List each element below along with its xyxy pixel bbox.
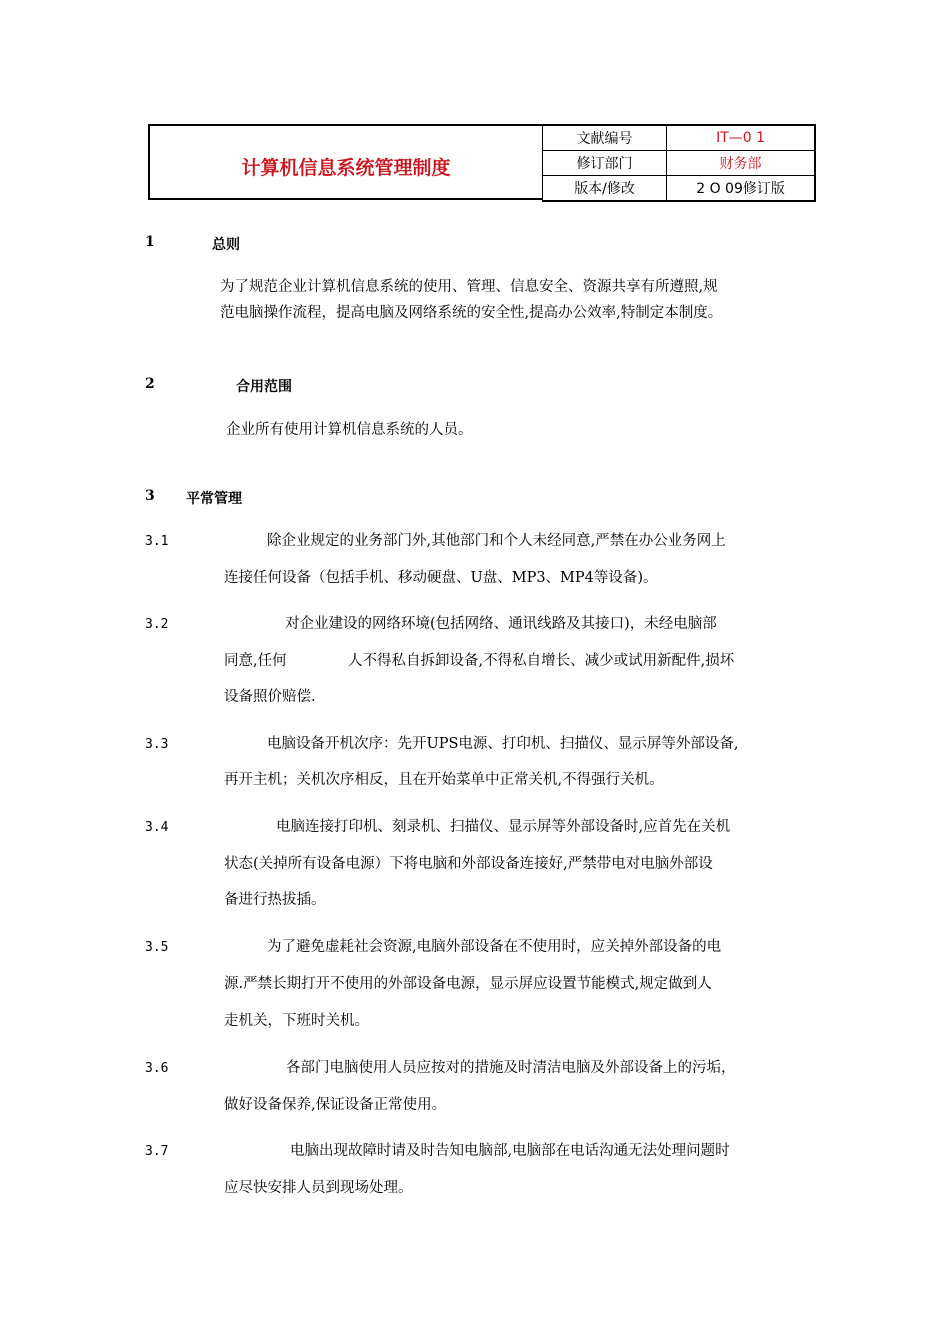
paragraph-line: 应尽快安排人员到现场处理。 [224, 1180, 413, 1196]
info-row-department [543, 151, 816, 176]
paragraph-line: 再开主机；关机次序相反，且在开始菜单中正常关机,不得强行关机。 [224, 772, 664, 788]
paragraph-line: 为了避免虚耗社会资源,电脑外部设备在不使用时，应关掉外部设备的电 [267, 939, 722, 955]
paragraph-line: 备进行热拔插。 [224, 892, 326, 908]
item-number: 3.6 [145, 1061, 169, 1076]
section-title: 总则 [212, 237, 240, 253]
paragraph-line: 状态(关掉所有设备电源）下将电脑和外部设备连接好,严禁带电对电脑外部设 [224, 856, 713, 872]
paragraph-line: 对企业建设的网络环境(包括网络、通讯线路及其接口)，未经电脑部 [285, 616, 717, 632]
section-number: 2 [145, 376, 155, 392]
section-title: 平常管理 [186, 491, 242, 507]
section-number: 3 [145, 488, 155, 504]
item-number: 3.2 [145, 617, 169, 632]
info-label: 文献编号 [543, 125, 667, 151]
info-label: 修订部门 [543, 151, 667, 176]
paragraph-line: 为了规范企业计算机信息系统的使用、管理、信息安全、资源共享有所遵照,规 [220, 279, 718, 295]
paragraph-line: 范电脑操作流程，提高电脑及网络系统的安全性,提高办公效率,特制定本制度。 [220, 305, 723, 321]
paragraph-line: 做好设备保养,保证设备正常使用。 [224, 1097, 447, 1113]
paragraph-line: 源.严禁长期打开不使用的外部设备电源，显示屏应设置节能模式,规定做到人 [224, 976, 712, 992]
paragraph-line: 电脑连接打印机、刻录机、扫描仪、显示屏等外部设备时,应首先在关机 [276, 819, 731, 835]
item-number: 3.4 [145, 820, 169, 835]
paragraph-line: 企业所有使用计算机信息系统的人员。 [226, 422, 473, 438]
document-header [148, 124, 816, 202]
paragraph-line: 走机关，下班时关机。 [224, 1013, 369, 1029]
paragraph-line: 电脑出现故障时请及时告知电脑部,电脑部在电话沟通无法处理问题时 [290, 1143, 730, 1159]
info-label: 版本/修改 [543, 176, 667, 202]
item-number: 3.3 [145, 737, 169, 752]
info-row-doc-number [543, 125, 816, 151]
paragraph-line: 连接任何设备（包括手机、移动硬盘、U盘、MP3、MP4等设备)。 [224, 570, 658, 586]
title-cell [148, 124, 542, 200]
info-row-version [543, 176, 816, 202]
paragraph-line: 电脑设备开机次序：先开UPS电源、打印机、扫描仪、显示屏等外部设备, [267, 736, 739, 752]
paragraph-line: 各部门电脑使用人员应按对的措施及时清洁电脑及外部设备上的污垢， [286, 1060, 736, 1076]
info-value: IT—0 1 [667, 125, 815, 151]
paragraph-line: 同意,任何 [224, 653, 287, 669]
info-value: 财务部 [667, 151, 815, 176]
document-info-table [542, 124, 816, 202]
item-number: 3.1 [145, 534, 169, 549]
document-title: 计算机信息系统管理制度 [241, 157, 451, 179]
paragraph-line: 设备照价赔偿. [224, 689, 316, 705]
item-number: 3.7 [145, 1144, 169, 1159]
section-number: 1 [145, 234, 155, 250]
info-value: 2 O 09修订版 [667, 176, 815, 202]
paragraph-line: 人不得私自拆卸设备,不得私自增长、减少或试用新配件,损坏 [348, 653, 735, 669]
section-title: 合用范围 [236, 379, 292, 395]
item-number: 3.5 [145, 940, 169, 955]
paragraph-line: 除企业规定的业务部门外,其他部门和个人未经同意,严禁在办公业务网上 [267, 533, 726, 549]
